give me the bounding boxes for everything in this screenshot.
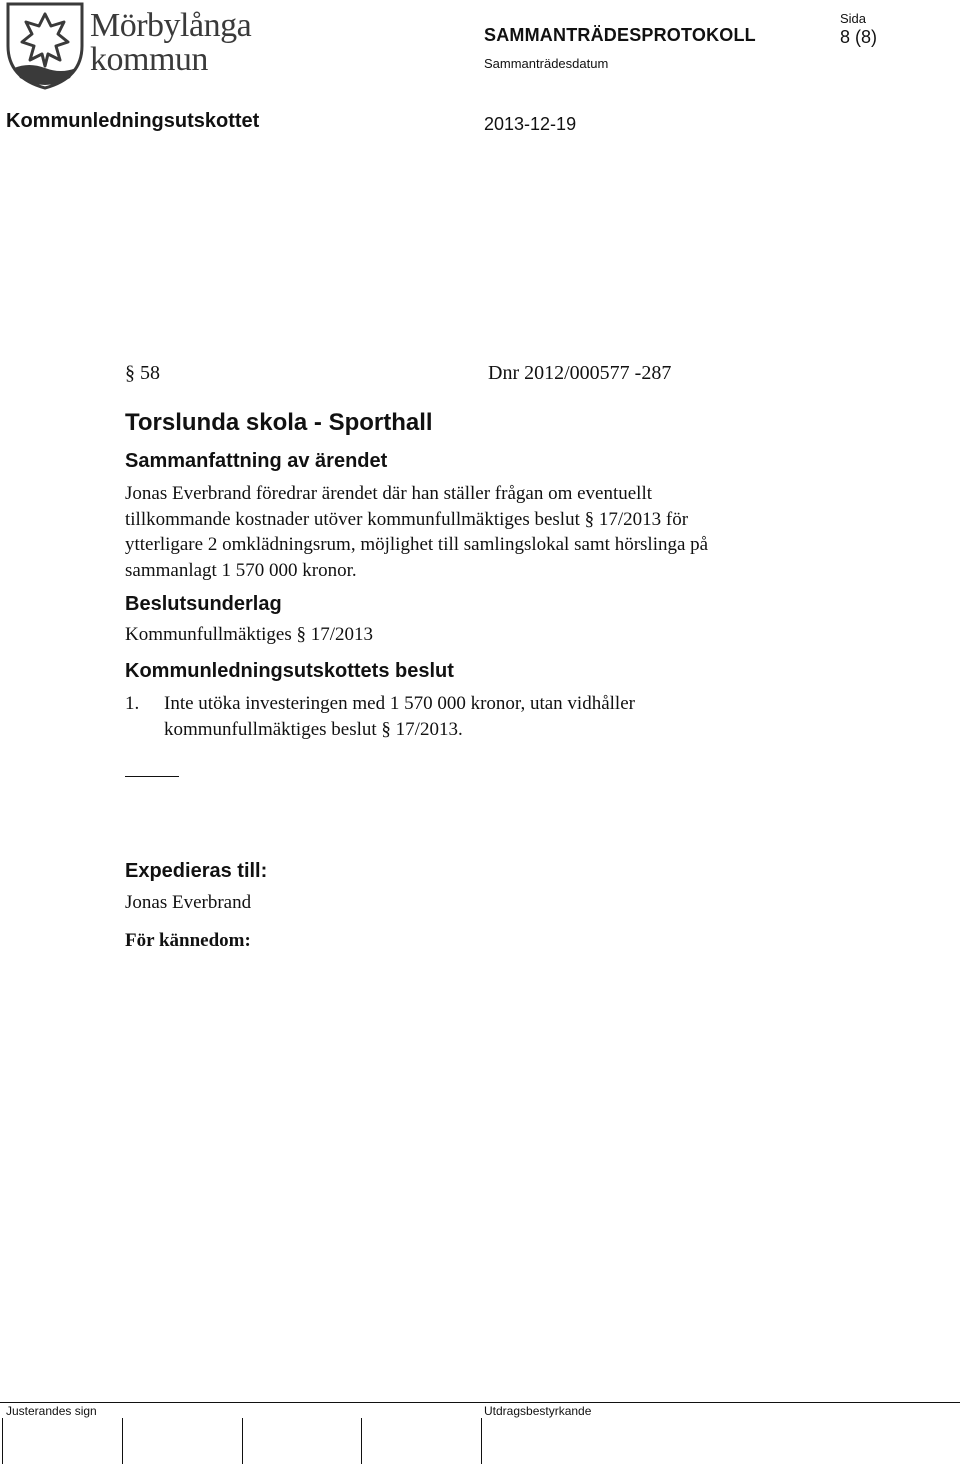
summary-line: sammanlagt 1 570 000 kronor. bbox=[125, 559, 357, 581]
meeting-date-label: Sammanträdesdatum bbox=[484, 56, 609, 71]
signature-box-divider bbox=[481, 1418, 482, 1464]
summary-line: tillkommande kostnader utöver kommunfullmäktiges beslut § 17/2013 för bbox=[125, 508, 689, 530]
page-number: 8 (8) bbox=[840, 27, 878, 47]
signature-box-divider bbox=[122, 1418, 123, 1464]
signature-label: Justerandes sign bbox=[6, 1404, 97, 1418]
org-name-line1: Mörbylånga bbox=[90, 7, 252, 44]
signature-box-divider bbox=[361, 1418, 362, 1464]
section-end-rule bbox=[125, 776, 179, 777]
decision-number: 1. bbox=[125, 693, 140, 714]
dispatch-recipient: Jonas Everbrand bbox=[125, 892, 252, 913]
decision-line: Inte utöka investeringen med 1 570 000 kronor, utan vidhåller bbox=[164, 693, 635, 714]
diary-number: Dnr 2012/000577 -287 bbox=[488, 362, 672, 384]
summary-line: ytterligare 2 omklädningsrum, möjlighet till samlingslokal samt hörslinga på bbox=[125, 534, 709, 555]
decision-heading: Kommunledningsutskottets beslut bbox=[125, 660, 454, 682]
org-name-line2: kommun bbox=[90, 41, 208, 78]
item-title: Torslunda skola - Sporthall bbox=[125, 409, 433, 436]
signature-box-divider bbox=[2, 1418, 3, 1464]
certification-label: Utdragsbestyrkande bbox=[484, 1404, 592, 1418]
for-information-heading: För kännedom: bbox=[125, 930, 251, 951]
meeting-date: 2013-12-19 bbox=[484, 114, 577, 134]
decision-text bbox=[164, 691, 804, 742]
basis-text: Kommunfullmäktiges § 17/2013 bbox=[125, 624, 374, 645]
summary-text bbox=[125, 481, 825, 583]
dispatch-heading: Expedieras till: bbox=[125, 860, 268, 882]
summary-heading: Sammanfattning av ärendet bbox=[125, 450, 388, 472]
committee-name: Kommunledningsutskottet bbox=[6, 110, 260, 132]
decision-line: kommunfullmäktiges beslut § 17/2013. bbox=[164, 718, 463, 740]
basis-heading: Beslutsunderlag bbox=[125, 593, 282, 615]
footer-divider bbox=[0, 1402, 960, 1403]
document-type: SAMMANTRÄDESPROTOKOLL bbox=[484, 25, 756, 45]
page-label: Sida bbox=[840, 11, 867, 26]
section-number: § 58 bbox=[125, 362, 160, 384]
signature-box-divider bbox=[242, 1418, 243, 1464]
summary-line: Jonas Everbrand föredrar ärendet där han ställer frågan om eventuellt bbox=[125, 483, 653, 504]
